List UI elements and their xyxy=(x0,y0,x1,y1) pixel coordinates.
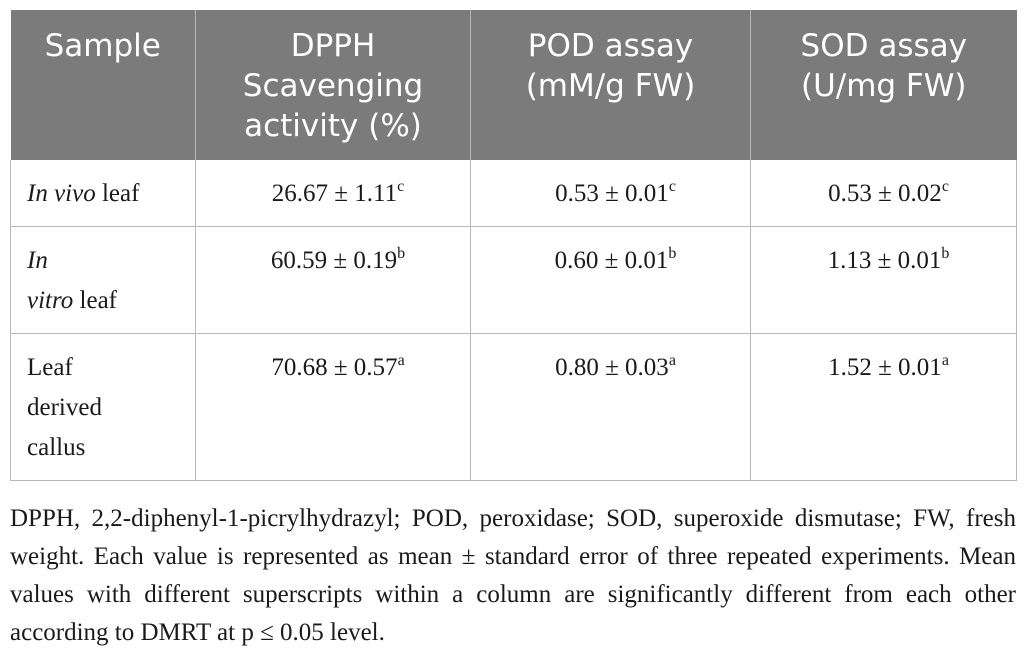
table-row xyxy=(11,160,1017,227)
pod-superscript: c xyxy=(668,178,676,195)
pod-superscript: a xyxy=(668,352,676,369)
table-row xyxy=(11,334,1017,481)
header-line: SOD assay xyxy=(800,28,967,64)
sample-italic: In vivo xyxy=(27,180,96,207)
pod-value: 0.53 ± 0.01 xyxy=(555,180,669,207)
cell-dpph xyxy=(196,334,471,481)
sample-text: leaf xyxy=(73,287,118,314)
results-table xyxy=(10,10,1017,481)
dpph-value: 26.67 ± 1.11 xyxy=(271,180,398,207)
sample-line: derived xyxy=(27,394,102,421)
header-sample xyxy=(11,10,196,160)
header-row xyxy=(11,10,1017,160)
cell-sample xyxy=(11,334,196,481)
pod-value: 0.80 ± 0.03 xyxy=(555,354,669,381)
header-line: (U/mg FW) xyxy=(800,68,967,104)
sample-line: callus xyxy=(27,434,86,461)
sample-text: leaf xyxy=(95,180,140,207)
dpph-superscript: b xyxy=(397,245,406,262)
pod-value: 0.60 ± 0.01 xyxy=(554,247,669,274)
cell-pod xyxy=(471,334,751,481)
sod-superscript: a xyxy=(941,352,949,369)
cell-sod xyxy=(751,334,1017,481)
dpph-superscript: a xyxy=(397,352,405,369)
sod-superscript: b xyxy=(941,245,950,262)
header-sod xyxy=(751,10,1017,160)
cell-pod xyxy=(471,160,751,227)
dpph-value: 60.59 ± 0.19 xyxy=(270,247,398,274)
cell-sample xyxy=(11,160,196,227)
pod-superscript: b xyxy=(668,245,677,262)
header-line: POD assay xyxy=(527,28,694,64)
sample-line: Leaf xyxy=(27,354,73,381)
cell-sod xyxy=(751,227,1017,334)
sod-superscript: c xyxy=(941,178,949,195)
header-line: Sample xyxy=(44,28,161,64)
sod-value: 1.13 ± 0.01 xyxy=(827,247,942,274)
sod-value: 1.52 ± 0.01 xyxy=(828,354,942,381)
cell-pod xyxy=(471,227,751,334)
header-line: DPPH xyxy=(290,28,376,64)
header-line: (mM/g FW) xyxy=(525,68,696,104)
header-line: activity (%) xyxy=(244,108,422,144)
sod-value: 0.53 ± 0.02 xyxy=(828,180,942,207)
cell-dpph xyxy=(196,160,471,227)
header-pod xyxy=(471,10,751,160)
header-line: Scavenging xyxy=(242,68,424,104)
table-footnote: DPPH, 2,2-diphenyl-1-picrylhydrazyl; POD, peroxidase; SOD, superoxide dismutase; FW, fresh weight. Each value is represented as mean ± standard error of three repeated experiments. Mean values with different superscripts within a column are significantly different from each other according to DMRT at p ≤ 0.05 level. xyxy=(10,505,1016,646)
dpph-superscript: c xyxy=(397,178,405,195)
cell-dpph xyxy=(196,227,471,334)
cell-sample xyxy=(11,227,196,334)
sample-italic: In xyxy=(27,247,48,274)
sample-italic: vitro xyxy=(27,287,74,314)
dpph-value: 70.68 ± 0.57 xyxy=(271,354,398,381)
table-row xyxy=(11,227,1017,334)
cell-sod xyxy=(751,160,1017,227)
header-dpph xyxy=(196,10,471,160)
